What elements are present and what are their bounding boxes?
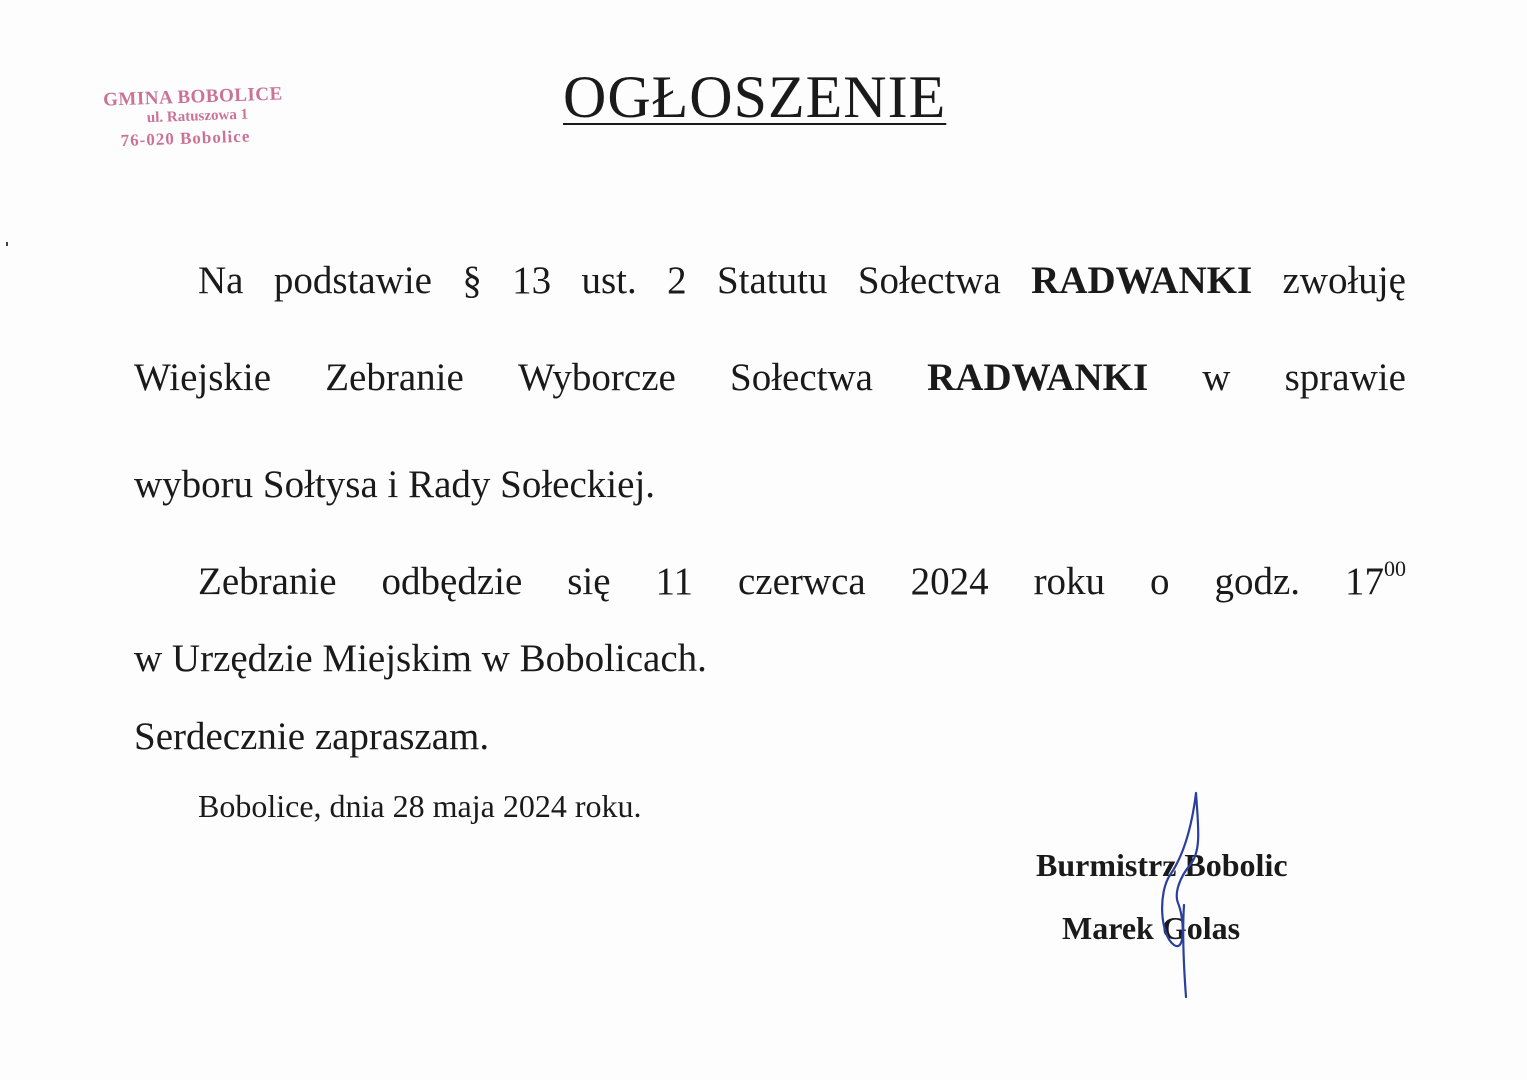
document-title: OGŁOSZENIE	[563, 64, 947, 130]
signatory-name: Marek Golas	[1062, 910, 1241, 946]
meeting-time	[1344, 556, 1406, 605]
body-line-6: Serdecznie zapraszam.	[134, 715, 490, 758]
body-line-3: wyboru Sołtysa i Rady Sołeckiej.	[134, 463, 656, 506]
word: sprawie	[1284, 356, 1406, 399]
handwritten-signature	[1140, 785, 1230, 1005]
meeting-minutes: 00	[1383, 556, 1406, 581]
body-line-4	[198, 556, 1406, 605]
word: Wiejskie	[134, 356, 272, 399]
word: Sołectwa	[730, 356, 873, 399]
body-line-5: w Urzędzie Miejskim w Bobolicach.	[134, 637, 707, 680]
body-line-1	[198, 258, 1406, 304]
word: zwołuję	[1282, 259, 1406, 302]
date-line: Bobolice, dnia 28 maja 2024 roku.	[198, 788, 642, 824]
word: podstawie	[273, 259, 432, 302]
word: o	[1150, 560, 1170, 603]
word: 13	[512, 259, 552, 302]
word: 11	[655, 560, 694, 603]
word: Zebranie	[198, 560, 337, 603]
word: Zebranie	[325, 356, 464, 399]
word: §	[462, 259, 482, 302]
word: odbędzie	[381, 560, 523, 603]
word: ust.	[581, 259, 637, 302]
village-name: RADWANKI	[1031, 259, 1253, 302]
word: godz.	[1214, 560, 1300, 603]
scan-edge-mark	[6, 242, 8, 246]
stamp-line-1: GMINA BOBOLICE	[102, 83, 284, 111]
word: roku	[1033, 560, 1106, 603]
word: 2	[667, 259, 687, 302]
word: 2024	[910, 560, 989, 603]
word: Sołectwa	[857, 259, 1001, 302]
word: Na	[198, 259, 244, 302]
word: w	[1202, 356, 1231, 399]
word: Statutu	[716, 259, 828, 302]
signature-stroke	[1162, 793, 1198, 997]
municipality-stamp	[103, 82, 315, 159]
word: się	[567, 560, 611, 603]
word: Wyborcze	[517, 356, 676, 399]
body-line-2	[134, 355, 1406, 401]
word: czerwca	[737, 560, 866, 603]
meeting-hour: 17	[1344, 560, 1384, 603]
village-name: RADWANKI	[927, 356, 1149, 399]
signatory-title: Burmistrz Bobolic	[1036, 847, 1288, 883]
stamp-line-2: ul. Ratuszowa 1	[146, 106, 249, 127]
stamp-line-3: 76-020 Bobolice	[120, 126, 251, 151]
